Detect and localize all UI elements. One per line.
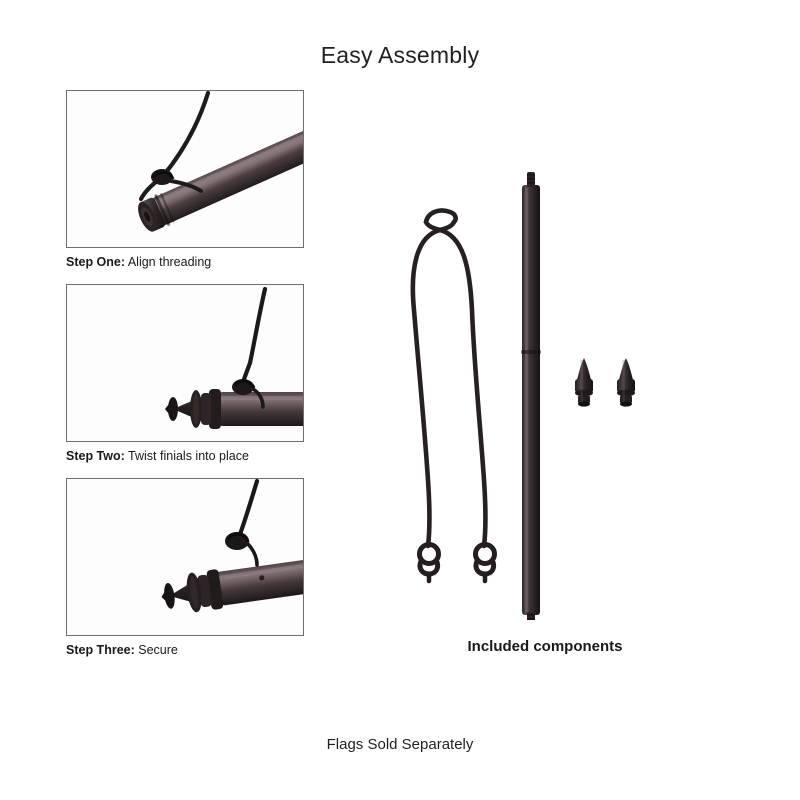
page-title-text: Easy Assembly: [320, 42, 480, 68]
photo-secure-cord: [67, 479, 304, 636]
steps-column: [66, 90, 306, 672]
step-two-image-frame: [66, 284, 304, 442]
step-three-label: Step Three:: [66, 643, 135, 657]
step-three-text: Secure: [134, 643, 178, 657]
step-item: [66, 284, 306, 464]
step-two-text: Twist finials into place: [124, 449, 249, 463]
photo-finial-twist: [67, 285, 304, 442]
step-three-image-frame: [66, 478, 304, 636]
page-title: [0, 42, 800, 69]
finial-right: [617, 358, 635, 407]
step-item: [66, 478, 306, 658]
cord-clip-right: [476, 545, 495, 582]
finial-left: [575, 358, 593, 407]
hanging-cord: [413, 210, 495, 581]
step-three-caption: [66, 643, 306, 658]
step-one-caption: [66, 255, 306, 270]
flag-pole: [521, 172, 541, 620]
footer-note: Flags Sold Separately: [326, 736, 474, 753]
photo-rod-end-threading: [67, 91, 304, 248]
cord-clip-left: [420, 545, 439, 582]
step-one-label: Step One:: [66, 255, 126, 269]
step-one-text: Align threading: [125, 255, 212, 269]
step-two-label: Step Two:: [66, 449, 125, 463]
step-two-caption: [66, 449, 306, 464]
included-components-group: [380, 150, 710, 670]
components-illustration: [380, 150, 710, 620]
step-item: [66, 90, 306, 270]
included-components-label: Included components: [467, 638, 623, 655]
step-one-image-frame: [66, 90, 304, 248]
